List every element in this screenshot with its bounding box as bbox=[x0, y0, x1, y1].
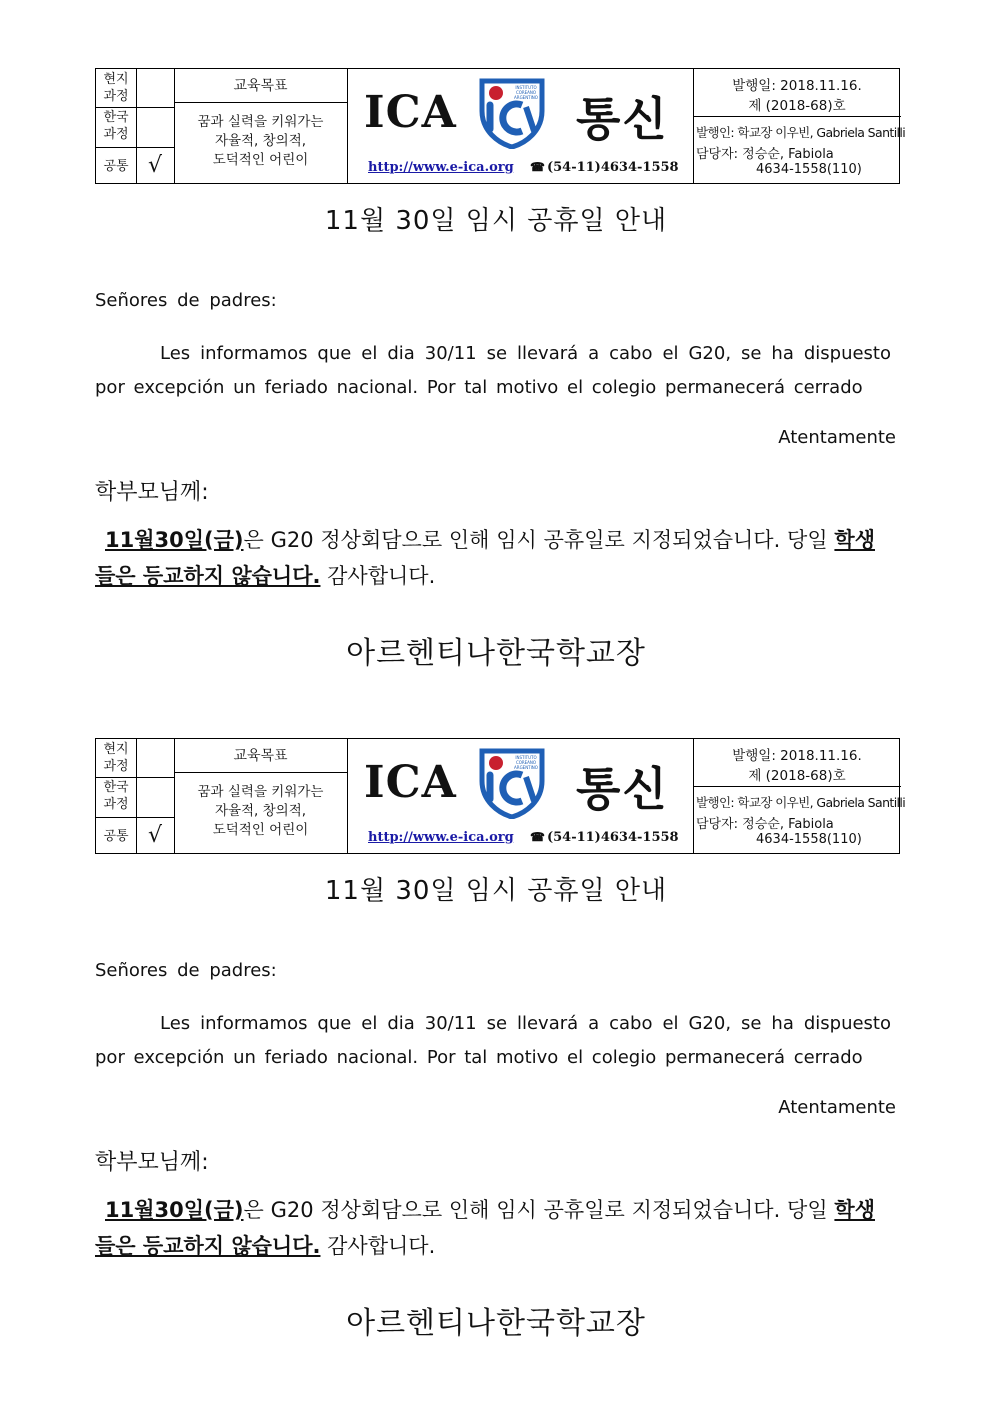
letterhead-table bbox=[95, 738, 906, 854]
curriculum-local-label: 현지 과정 bbox=[103, 742, 129, 774]
issue-number: 제 (2018-68)호 bbox=[748, 768, 846, 784]
contact-person: 담당자: 정승순, Fabiola bbox=[696, 817, 834, 832]
greeting-spanish: Señores de padres: bbox=[95, 290, 277, 311]
paragraph-spanish: Les informamos que el dia 30/11 se llevará a cabo el G20, se ha dispuesto por excepción un feriado nacional. Por tal motivo el colegio permanecerá cerrado bbox=[95, 1013, 891, 1068]
no-school-notice: 학생들은 등교하지 않습니다. bbox=[95, 528, 875, 588]
check-mark: √ bbox=[147, 823, 163, 848]
paragraph-spanish: Les informamos que el dia 30/11 se llevará a cabo el G20, se ha dispuesto por excepción un feriado nacional. Por tal motivo el colegio permanecerá cerrado bbox=[95, 343, 891, 398]
paragraph-korean-text: 은 G20 정상회담으로 인해 임시 공휴일로 지정되었습니다. 당일 bbox=[243, 1198, 835, 1222]
education-goal-text: 꿈과 실력을 키워가는 자율적, 창의적, 도덕적인 어린이 bbox=[197, 114, 324, 168]
school-phone bbox=[530, 830, 679, 845]
paragraph-korean-text: 은 G20 정상회담으로 인해 임시 공휴일로 지정되었습니다. 당일 bbox=[243, 528, 835, 552]
issue-number: 제 (2018-68)호 bbox=[748, 98, 846, 114]
contact-phone: 4634-1558(110) bbox=[756, 162, 862, 177]
no-school-notice: 학생들은 등교하지 않습니다. bbox=[95, 1198, 875, 1258]
education-goal-title: 교육목표 bbox=[233, 78, 288, 94]
table-divider bbox=[693, 786, 901, 787]
signature: 아르헨티나한국학교장 bbox=[346, 636, 646, 671]
phone-number: (54-11)4634-1558 bbox=[546, 160, 679, 175]
contact-phone: 4634-1558(110) bbox=[756, 832, 862, 847]
publisher: 발행인: 학교장 이우빈, Gabriela Santilli bbox=[696, 125, 906, 140]
brand-name: ICA bbox=[364, 87, 457, 138]
table-divider bbox=[347, 739, 348, 853]
curriculum-common-label: 공통 bbox=[103, 159, 129, 174]
website-link[interactable]: http://www.e-ica.org bbox=[368, 160, 514, 175]
curriculum-common-label: 공통 bbox=[103, 829, 129, 844]
table-divider bbox=[96, 107, 174, 108]
phone-icon: ☎ bbox=[530, 160, 545, 174]
paragraph-korean bbox=[95, 1192, 875, 1264]
table-divider bbox=[96, 777, 174, 778]
paragraph-korean-thanks: 감사합니다. bbox=[320, 1234, 436, 1258]
logo-text: INSTITUTO bbox=[515, 85, 537, 90]
curriculum-korean-label: 한국 과정 bbox=[103, 780, 129, 812]
curriculum-local-label: 현지 과정 bbox=[103, 72, 129, 104]
table-divider bbox=[693, 116, 901, 117]
holiday-date: 11월30일(금) bbox=[105, 528, 244, 552]
signature: 아르헨티나한국학교장 bbox=[346, 1306, 646, 1341]
education-goal-title: 교육목표 bbox=[233, 748, 288, 764]
school-logo-icon bbox=[476, 747, 548, 819]
notice-copy bbox=[0, 0, 992, 680]
closing-spanish: Atentamente bbox=[778, 1097, 896, 1118]
check-mark: √ bbox=[147, 153, 163, 178]
logo-text: COREANO bbox=[515, 760, 537, 765]
brand-name: ICA bbox=[364, 757, 457, 808]
contact-person: 담당자: 정승순, Fabiola bbox=[696, 147, 834, 162]
school-phone bbox=[530, 160, 679, 175]
school-logo-icon bbox=[476, 77, 548, 149]
greeting-korean: 학부모님께: bbox=[95, 1150, 209, 1175]
holiday-date: 11월30일(금) bbox=[105, 1198, 244, 1222]
education-goal-text: 꿈과 실력을 키워가는 자율적, 창의적, 도덕적인 어린이 bbox=[197, 784, 324, 838]
paragraph-korean bbox=[95, 522, 875, 594]
newsletter-name: 통신 bbox=[576, 762, 669, 816]
table-divider bbox=[347, 69, 348, 183]
logo-text: ARGENTINO bbox=[514, 95, 538, 100]
phone-icon: ☎ bbox=[530, 830, 545, 844]
table-divider bbox=[174, 772, 347, 773]
notice-title: 11월 30일 임시 공휴일 안내 bbox=[324, 876, 668, 906]
phone-number: (54-11)4634-1558 bbox=[546, 830, 679, 845]
greeting-korean: 학부모님께: bbox=[95, 480, 209, 505]
publisher: 발행인: 학교장 이우빈, Gabriela Santilli bbox=[696, 795, 906, 810]
paragraph-korean-thanks: 감사합니다. bbox=[320, 564, 436, 588]
notice-title: 11월 30일 임시 공휴일 안내 bbox=[324, 206, 668, 236]
website-link[interactable]: http://www.e-ica.org bbox=[368, 830, 514, 845]
logo-text: ARGENTINO bbox=[514, 765, 538, 770]
notice-copy bbox=[0, 670, 992, 1350]
letterhead-table bbox=[95, 68, 906, 184]
curriculum-korean-label: 한국 과정 bbox=[103, 110, 129, 142]
logo-text: INSTITUTO bbox=[515, 755, 537, 760]
issue-date: 발행일: 2018.11.16. bbox=[732, 78, 862, 94]
closing-spanish: Atentamente bbox=[778, 427, 896, 448]
issue-date: 발행일: 2018.11.16. bbox=[732, 748, 862, 764]
table-divider bbox=[174, 102, 347, 103]
greeting-spanish: Señores de padres: bbox=[95, 960, 277, 981]
logo-text: COREANO bbox=[515, 90, 537, 95]
newsletter-name: 통신 bbox=[576, 92, 669, 146]
